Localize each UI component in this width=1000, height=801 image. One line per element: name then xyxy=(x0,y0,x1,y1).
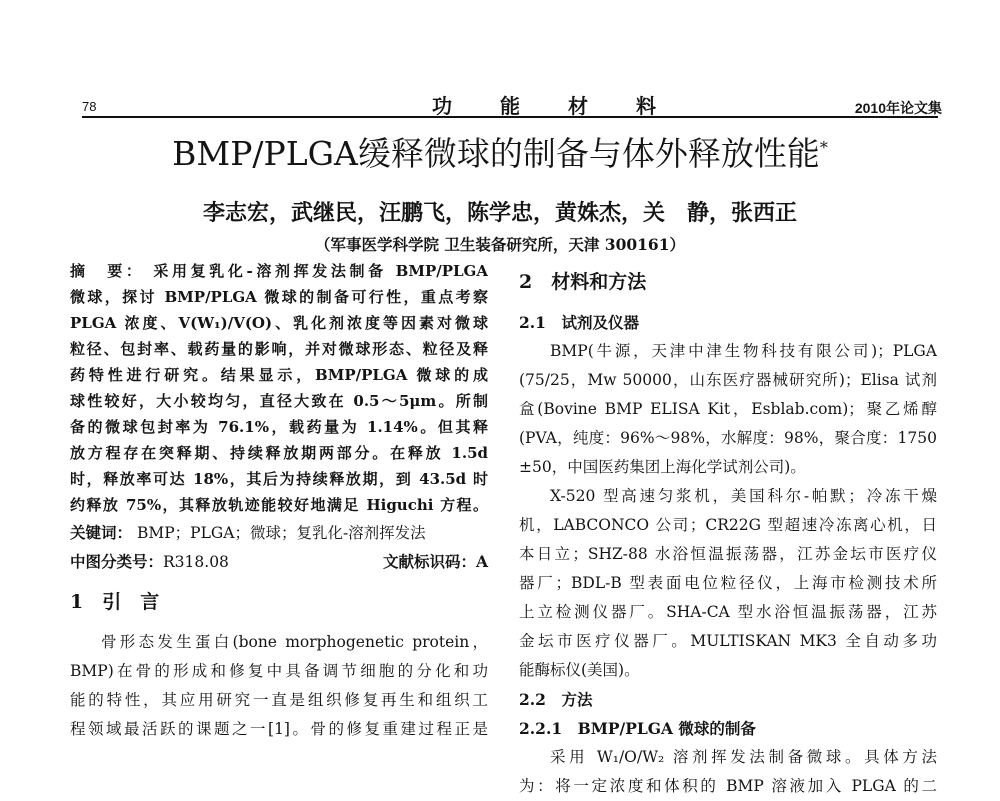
body-line: 盒(Bovine BMP ELISA Kit，Esblab.com)；聚乙烯醇 xyxy=(519,400,937,418)
abstract-line: 时，释放率可达 18%，其后为持续释放期，到 43.5d 时 xyxy=(70,470,488,488)
body-line: 器厂；BDL-B 型表面电位粒径仪，上海市检测技术所 xyxy=(519,574,937,592)
header-rule xyxy=(82,116,938,118)
affiliation: （军事医学科学院 卫生装备研究所，天津 300161） xyxy=(314,235,685,254)
document-code: 文献标识码：A xyxy=(382,552,488,571)
paper-title-text: BMP/PLGA缓释微球的制备与体外释放性能 xyxy=(172,134,820,173)
issue-label: 2010年论文集 xyxy=(854,100,942,116)
keywords-row xyxy=(70,518,488,547)
author-list: 李志宏，武继民，汪鹏飞，陈学忠，黄姝杰，关 静，张西正 xyxy=(202,200,797,226)
body-line: 本日立；SHZ-88 水浴恒温振荡器，江苏金坛市医疗仪 xyxy=(519,545,937,563)
subsection-heading-methods: 2.2 方法 xyxy=(519,690,593,709)
paper-title xyxy=(0,128,1000,175)
body-line: 金坛市医疗仪器厂。MULTISKAN MK3 全自动多功 xyxy=(519,632,937,650)
abstract-line: 球性较好，大小较均匀，直径大致在 0.5～5μm。所制 xyxy=(70,392,488,410)
abstract-line: 放方程存在突释期、持续释放期两部分。在释放 1.5d xyxy=(70,444,488,462)
body-line: 采用 W₁/O/W₂ 溶剂挥发法制备微球。具体方法 xyxy=(550,748,937,766)
abstract-line: 药特性进行研究。结果显示，BMP/PLGA 微球的成 xyxy=(70,366,488,384)
body-line: 骨形态发生蛋白(bone morphogenetic protein， xyxy=(101,633,488,651)
section-heading-introduction: 1 引 言 xyxy=(70,591,160,613)
left-column xyxy=(70,258,488,744)
subsection-heading-reagents: 2.1 试剂及仪器 xyxy=(519,313,639,332)
body-line: BMP(牛源，天津中津生物科技有限公司)；PLGA xyxy=(550,342,937,360)
keywords-value: BMP；PLGA；微球；复乳化-溶剂挥发法 xyxy=(136,524,426,542)
section-heading-materials-methods: 2 材料和方法 xyxy=(519,271,647,293)
body-line: BMP)在骨的形成和修复中具备调节细胞的分化和功 xyxy=(70,662,488,680)
abstract-line: 备的微球包封率为 76.1%，载药量为 1.14%。但其释 xyxy=(70,418,488,436)
abstract-line: 粒径、包封率、载药量的影响，并对微球形态、粒径及释 xyxy=(70,340,488,358)
body-line: 机，LABCONCO 公司；CR22G 型超速冷冻离心机，日 xyxy=(519,516,937,534)
title-footnote-mark: * xyxy=(819,138,828,157)
abstract-line: 摘 要： 采用复乳化-溶剂挥发法制备 BMP/PLGA xyxy=(70,262,488,280)
abstract-line: 微球，探讨 BMP/PLGA 微球的制备可行性，重点考察 xyxy=(70,288,488,306)
body-line: 上立检测仪器厂。SHA-CA 型水浴恒温振荡器，江苏 xyxy=(519,603,937,621)
body-line: 程领域最活跃的课题之一[1]。骨的修复重建过程正是 xyxy=(70,720,488,738)
body-line: ±50，中国医药集团上海化学试剂公司)。 xyxy=(519,458,806,476)
classification-row xyxy=(70,547,488,576)
body-line: 能酶标仪(美国)。 xyxy=(519,661,640,679)
page-number: 78 xyxy=(82,99,97,114)
right-column xyxy=(519,262,937,801)
body-line: X-520 型高速匀浆机，美国科尔-帕默；冷冻干燥 xyxy=(550,487,937,505)
abstract-line: 约释放 75%，其释放轨迹能较好地满足 Higuchi 方程。 xyxy=(70,496,488,514)
body-line: 能的特性，其应用研究一直是组织修复再生和组织工 xyxy=(70,691,488,709)
body-line: (PVA，纯度：96%～98%，水解度：98%，聚合度：1750 xyxy=(519,429,937,447)
subsection-heading-preparation: 2.2.1 BMP/PLGA 微球的制备 xyxy=(519,719,756,738)
body-line: (75/25，Mw 50000，山东医疗器械研究所)；Elisa 试剂 xyxy=(519,371,937,389)
abstract xyxy=(70,258,488,518)
clc-value: R318.08 xyxy=(163,553,229,571)
keywords-label: 关键词： xyxy=(70,523,133,542)
clc-label: 中图分类号： xyxy=(70,552,164,571)
journal-name: 功能材料 xyxy=(432,94,704,118)
abstract-line: PLGA 浓度、V(W₁)/V(O)、乳化剂浓度等因素对微球 xyxy=(70,314,488,332)
body-line: 为：将一定浓度和体积的 BMP 溶液加入 PLGA 的二 xyxy=(519,777,937,795)
